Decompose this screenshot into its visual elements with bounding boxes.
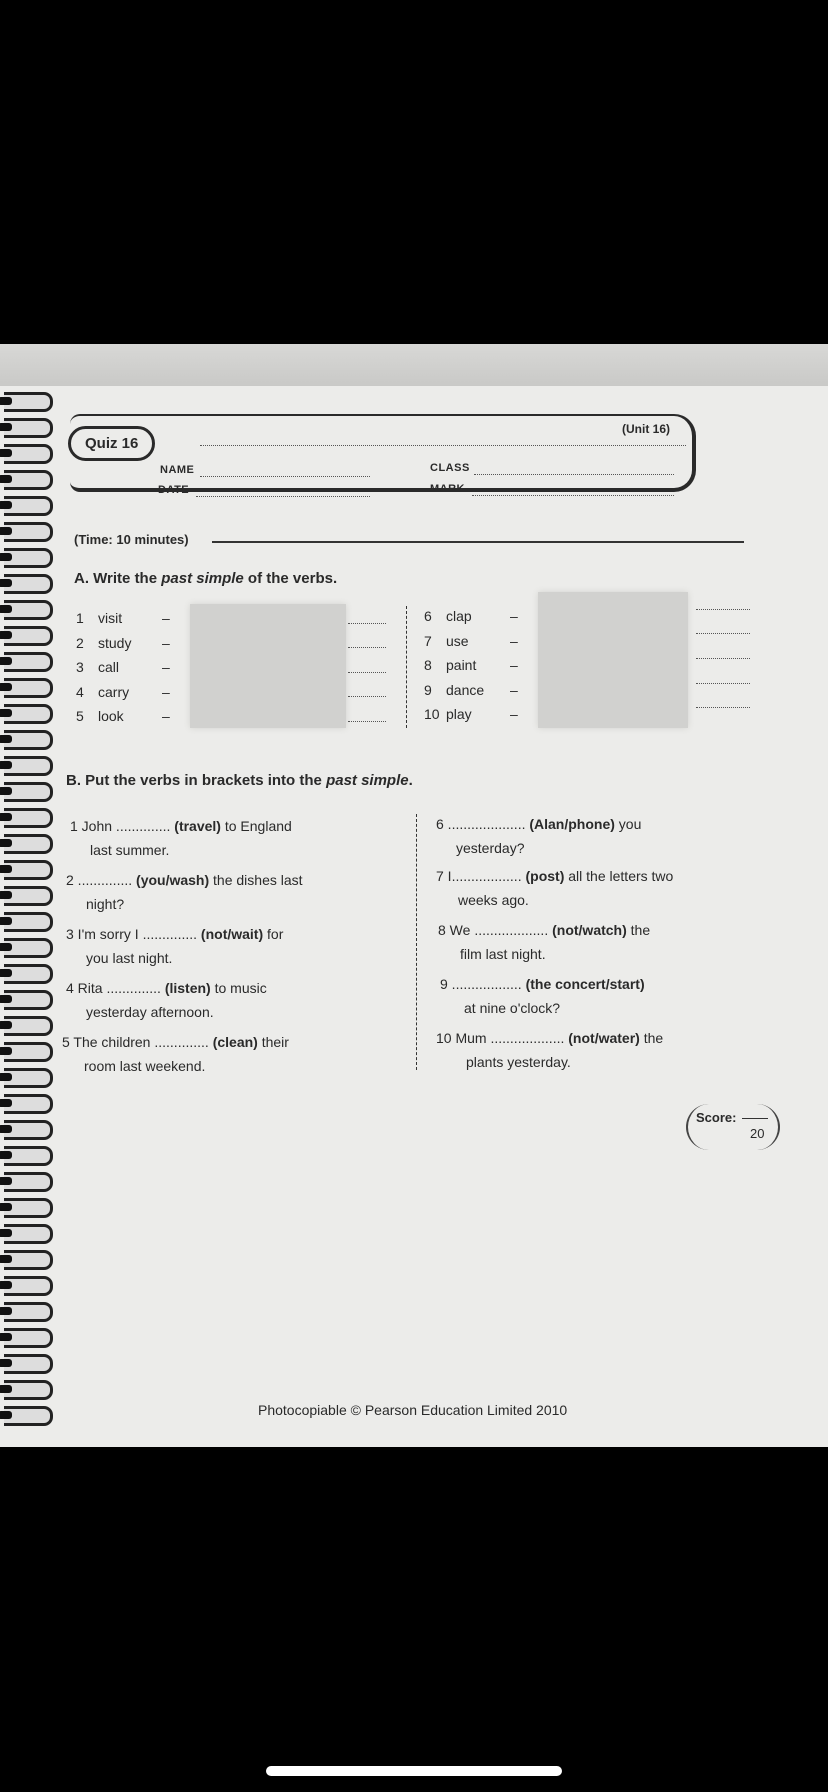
binding-ring: [4, 886, 53, 906]
section-b-heading-end: .: [408, 772, 413, 789]
sentence-text: 8 We ...................: [438, 922, 549, 938]
answer-line[interactable]: [348, 646, 386, 648]
sentence-text: last summer.: [90, 842, 170, 858]
binding-ring: [4, 470, 53, 490]
binding-ring: [4, 1016, 53, 1036]
dash: –: [510, 681, 518, 698]
verb-prompt: (not/water): [568, 1030, 640, 1046]
binding-ring: [4, 730, 53, 750]
section-b-heading-text: B. Put the verbs in brackets into the: [66, 772, 327, 789]
binding-ring: [4, 938, 53, 958]
binding-ring: [4, 912, 53, 932]
class-label: CLASS: [430, 462, 470, 474]
sentence-text: 10 Mum ...................: [436, 1030, 565, 1046]
dash: –: [162, 659, 170, 675]
header-box: [70, 414, 696, 492]
item-number: 6: [424, 608, 432, 624]
verb: visit: [98, 610, 123, 626]
worksheet-photo: [0, 344, 828, 1447]
sentence-6: [436, 812, 641, 860]
binding-ring: [4, 1068, 53, 1088]
column-divider: [416, 814, 417, 1070]
footer-copyright: Photocopiable © Pearson Education Limited 2010: [258, 1402, 568, 1418]
binding-ring: [4, 1276, 53, 1296]
sentence-text: 1 John ..............: [70, 818, 171, 834]
binding-ring: [4, 990, 53, 1010]
binding-ring: [4, 652, 53, 672]
sentence-5: [62, 1030, 289, 1078]
dash: –: [510, 706, 518, 722]
sentence-text: you: [614, 816, 642, 832]
dash: –: [510, 657, 518, 673]
binding-ring: [4, 860, 53, 880]
score-line: [742, 1118, 768, 1119]
verb-prompt: (travel): [174, 818, 221, 834]
verb: study: [98, 634, 132, 651]
sentence-1: [70, 814, 292, 862]
item-number: 5: [76, 708, 84, 724]
verb: carry: [98, 683, 130, 700]
dash: –: [162, 708, 170, 724]
page-top-edge: [0, 344, 828, 386]
sentence-text: room last weekend.: [84, 1058, 206, 1074]
binding-ring: [4, 834, 53, 854]
binding-ring: [4, 1120, 53, 1140]
sentence-text: you last night.: [86, 950, 173, 966]
verb: look: [98, 708, 124, 724]
verb: paint: [446, 657, 477, 673]
binding-ring: [4, 964, 53, 984]
binding-ring: [4, 1094, 53, 1114]
dash: –: [510, 608, 518, 624]
verb: use: [446, 632, 469, 649]
dash: –: [162, 610, 170, 626]
section-b-heading: [66, 772, 413, 789]
binding-ring: [4, 1250, 53, 1270]
item-number: 2: [76, 634, 84, 651]
binding-ring: [4, 1302, 53, 1322]
sentence-4: [66, 976, 267, 1024]
binding-ring: [4, 574, 53, 594]
sentence-8: [438, 918, 650, 966]
verb-prompt: (listen): [164, 980, 211, 996]
item-number: 8: [424, 657, 432, 673]
binding-ring: [4, 1146, 53, 1166]
blurred-answers-left: [190, 604, 346, 728]
sentence-text: all the letters two: [564, 868, 674, 884]
blurred-answers-right: [538, 592, 688, 728]
mark-field[interactable]: [472, 494, 674, 496]
sentence-text: 9 ..................: [440, 976, 522, 992]
unit-label: (Unit 16): [622, 422, 670, 436]
sentence-text: plants yesterday.: [466, 1054, 571, 1070]
verb-prompt: (the concert/start): [525, 976, 645, 992]
item-number: 10: [424, 706, 440, 722]
binding-ring: [4, 1328, 53, 1348]
dash: –: [162, 634, 170, 651]
sentence-text: 5 The children ..............: [62, 1034, 209, 1050]
sentence-text: 7 I..................: [436, 868, 522, 884]
class-field[interactable]: [474, 473, 674, 475]
verb-prompt: (clean): [212, 1034, 258, 1050]
sentence-text: weeks ago.: [458, 892, 529, 908]
verb-prompt: (post): [525, 868, 565, 884]
header-dotted-line: [200, 444, 686, 446]
score-box: [686, 1104, 780, 1150]
dash: –: [510, 632, 518, 649]
answer-line[interactable]: [696, 657, 750, 659]
sentence-text: the: [626, 922, 651, 938]
sentence-text: 3 I'm sorry I ..............: [66, 926, 198, 942]
verb-prompt: (you/wash): [136, 872, 210, 888]
binding-ring: [4, 756, 53, 776]
section-a-heading-text: A. Write the: [74, 570, 162, 587]
column-divider: [406, 606, 407, 728]
answer-line[interactable]: [696, 706, 750, 708]
binding-ring: [4, 1224, 53, 1244]
item-number: 9: [424, 681, 432, 698]
verb: dance: [446, 681, 485, 698]
sentence-text: night?: [86, 896, 125, 912]
spiral-binding: [0, 384, 60, 1447]
sentence-text: the: [639, 1030, 664, 1046]
binding-ring: [4, 496, 53, 516]
time-rule: [212, 541, 744, 543]
name-label: NAME: [160, 464, 195, 476]
sentence-9: [440, 972, 645, 1020]
quiz-title: Quiz 16: [68, 426, 155, 461]
binding-ring: [4, 1406, 53, 1426]
sentence-text: at nine o'clock?: [464, 1000, 561, 1016]
sentence-text: yesterday?: [456, 840, 525, 856]
sentence-text: yesterday afternoon.: [86, 1004, 214, 1020]
verb: clap: [446, 608, 472, 624]
binding-ring: [4, 522, 53, 542]
binding-ring: [4, 1198, 53, 1218]
item-number: 1: [76, 610, 84, 626]
section-b-heading-emphasis: past simple: [326, 772, 409, 789]
sentence-3: [66, 922, 283, 970]
binding-ring: [4, 444, 53, 464]
section-a-heading-emphasis: past simple: [161, 570, 244, 587]
sentence-7: [436, 864, 673, 912]
verb-prompt: (Alan/phone): [529, 816, 615, 832]
date-field[interactable]: [196, 495, 370, 497]
dash: –: [162, 683, 170, 700]
sentence-text: the dishes last: [209, 872, 303, 888]
sentence-text: 4 Rita ..............: [66, 980, 161, 996]
answer-line[interactable]: [696, 608, 750, 610]
date-label: DATE: [158, 484, 190, 496]
score-total: 20: [750, 1126, 765, 1141]
answer-line[interactable]: [696, 682, 750, 684]
home-indicator[interactable]: [266, 1766, 562, 1776]
section-a-heading: [74, 570, 337, 587]
time-limit: (Time: 10 minutes): [74, 532, 189, 547]
sentence-2: [66, 868, 303, 916]
answer-line[interactable]: [696, 632, 750, 634]
binding-ring: [4, 418, 53, 438]
binding-ring: [4, 782, 53, 802]
binding-ring: [4, 808, 53, 828]
binding-ring: [4, 1380, 53, 1400]
verb: play: [446, 706, 472, 722]
verb-prompt: (not/watch): [552, 922, 627, 938]
binding-ring: [4, 678, 53, 698]
sentence-text: 2 ..............: [66, 872, 133, 888]
sentence-text: to music: [210, 980, 267, 996]
binding-ring: [4, 392, 53, 412]
name-field[interactable]: [200, 475, 370, 477]
binding-ring: [4, 1042, 53, 1062]
item-number: 3: [76, 659, 84, 675]
sentence-text: their: [257, 1034, 289, 1050]
binding-ring: [4, 1354, 53, 1374]
sentence-text: to England: [220, 818, 292, 834]
item-number: 7: [424, 632, 432, 649]
item-number: 4: [76, 683, 84, 700]
answer-line[interactable]: [348, 622, 386, 624]
verb: call: [98, 659, 120, 675]
verb-prompt: (not/wait): [200, 926, 264, 942]
answer-line[interactable]: [348, 695, 386, 697]
answer-line[interactable]: [348, 720, 386, 722]
answer-line[interactable]: [348, 671, 386, 673]
binding-ring: [4, 600, 53, 620]
sentence-text: film last night.: [460, 946, 546, 962]
sentence-10: [436, 1026, 663, 1074]
score-label: Score:: [696, 1110, 737, 1125]
sentence-text: for: [263, 926, 284, 942]
binding-ring: [4, 704, 53, 724]
section-a-heading-end: of the verbs.: [243, 570, 338, 587]
binding-ring: [4, 548, 53, 568]
sentence-text: 6 ....................: [436, 816, 526, 832]
mark-label: MARK: [430, 483, 465, 495]
binding-ring: [4, 1172, 53, 1192]
binding-ring: [4, 626, 53, 646]
